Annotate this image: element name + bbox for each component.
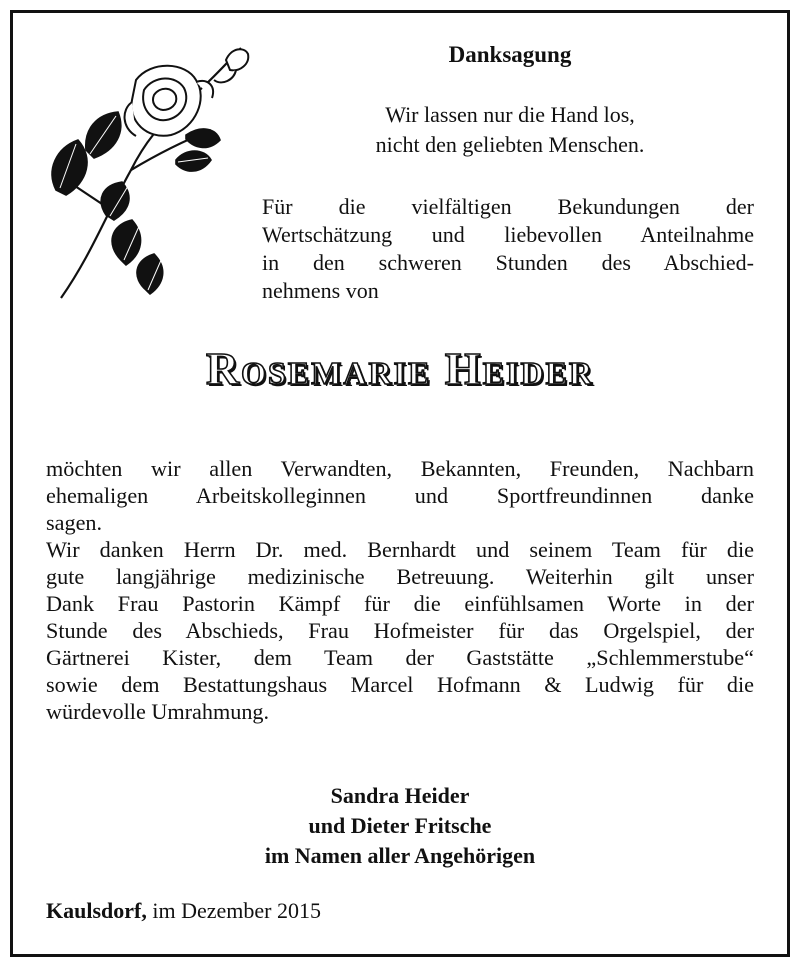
body-line: Wir danken Herrn Dr. med. Bernhardt und seinem Team für die [46, 537, 754, 562]
body-line: Gärtnerei Kister, dem Team der Gaststätte „Schlemmerstube“ [46, 645, 754, 670]
place: Kaulsdorf, [46, 898, 147, 923]
signature-line: im Namen aller Angehörigen [264, 843, 536, 868]
thanks-body [46, 455, 754, 725]
intro-text [262, 193, 754, 305]
paragraph [46, 455, 754, 536]
motto-line: Wir lassen nur die Hand los, [385, 102, 635, 127]
date: im Dezember 2015 [152, 898, 321, 923]
signature-line: und Dieter Fritsche [308, 813, 492, 838]
body-line: Dank Frau Pastorin Kämpf für die einfühlsamen Worte in der [46, 591, 754, 616]
intro-line: Für die vielfältigen Bekundungen der [262, 194, 754, 219]
paragraph [46, 536, 754, 725]
body-line: sowie dem Bestattungshaus Marcel Hofmann & Ludwig für die [46, 672, 754, 697]
signature [150, 781, 650, 871]
intro-line: Wertschätzung und liebevollen Anteilnahme [262, 222, 754, 247]
deceased-name: Rosemarie Heider [205, 343, 595, 394]
intro-line: nehmens von [262, 278, 379, 303]
intro-line: in den schweren Stunden des Abschied- [262, 250, 754, 275]
body-line: Stunde des Abschieds, Frau Hofmeister für das Orgelspiel, der [46, 618, 754, 643]
body-line: sagen. [46, 510, 103, 535]
body-line: würdevolle Umrahmung. [46, 699, 270, 724]
motto-line: nicht den geliebten Menschen. [375, 132, 645, 157]
rose-icon [36, 40, 256, 305]
motto [300, 100, 720, 160]
heading: Danksagung [448, 42, 572, 67]
place-date [46, 898, 321, 924]
body-line: ehemaligen Arbeitskolleginnen und Sportfreundinnen danke [46, 483, 754, 508]
body-line: möchten wir allen Verwandten, Bekannten, Freunden, Nachbarn [46, 456, 754, 481]
signature-line: Sandra Heider [330, 783, 470, 808]
body-line: gute langjährige medizinische Betreuung. Weiterhin gilt unser [46, 564, 754, 589]
